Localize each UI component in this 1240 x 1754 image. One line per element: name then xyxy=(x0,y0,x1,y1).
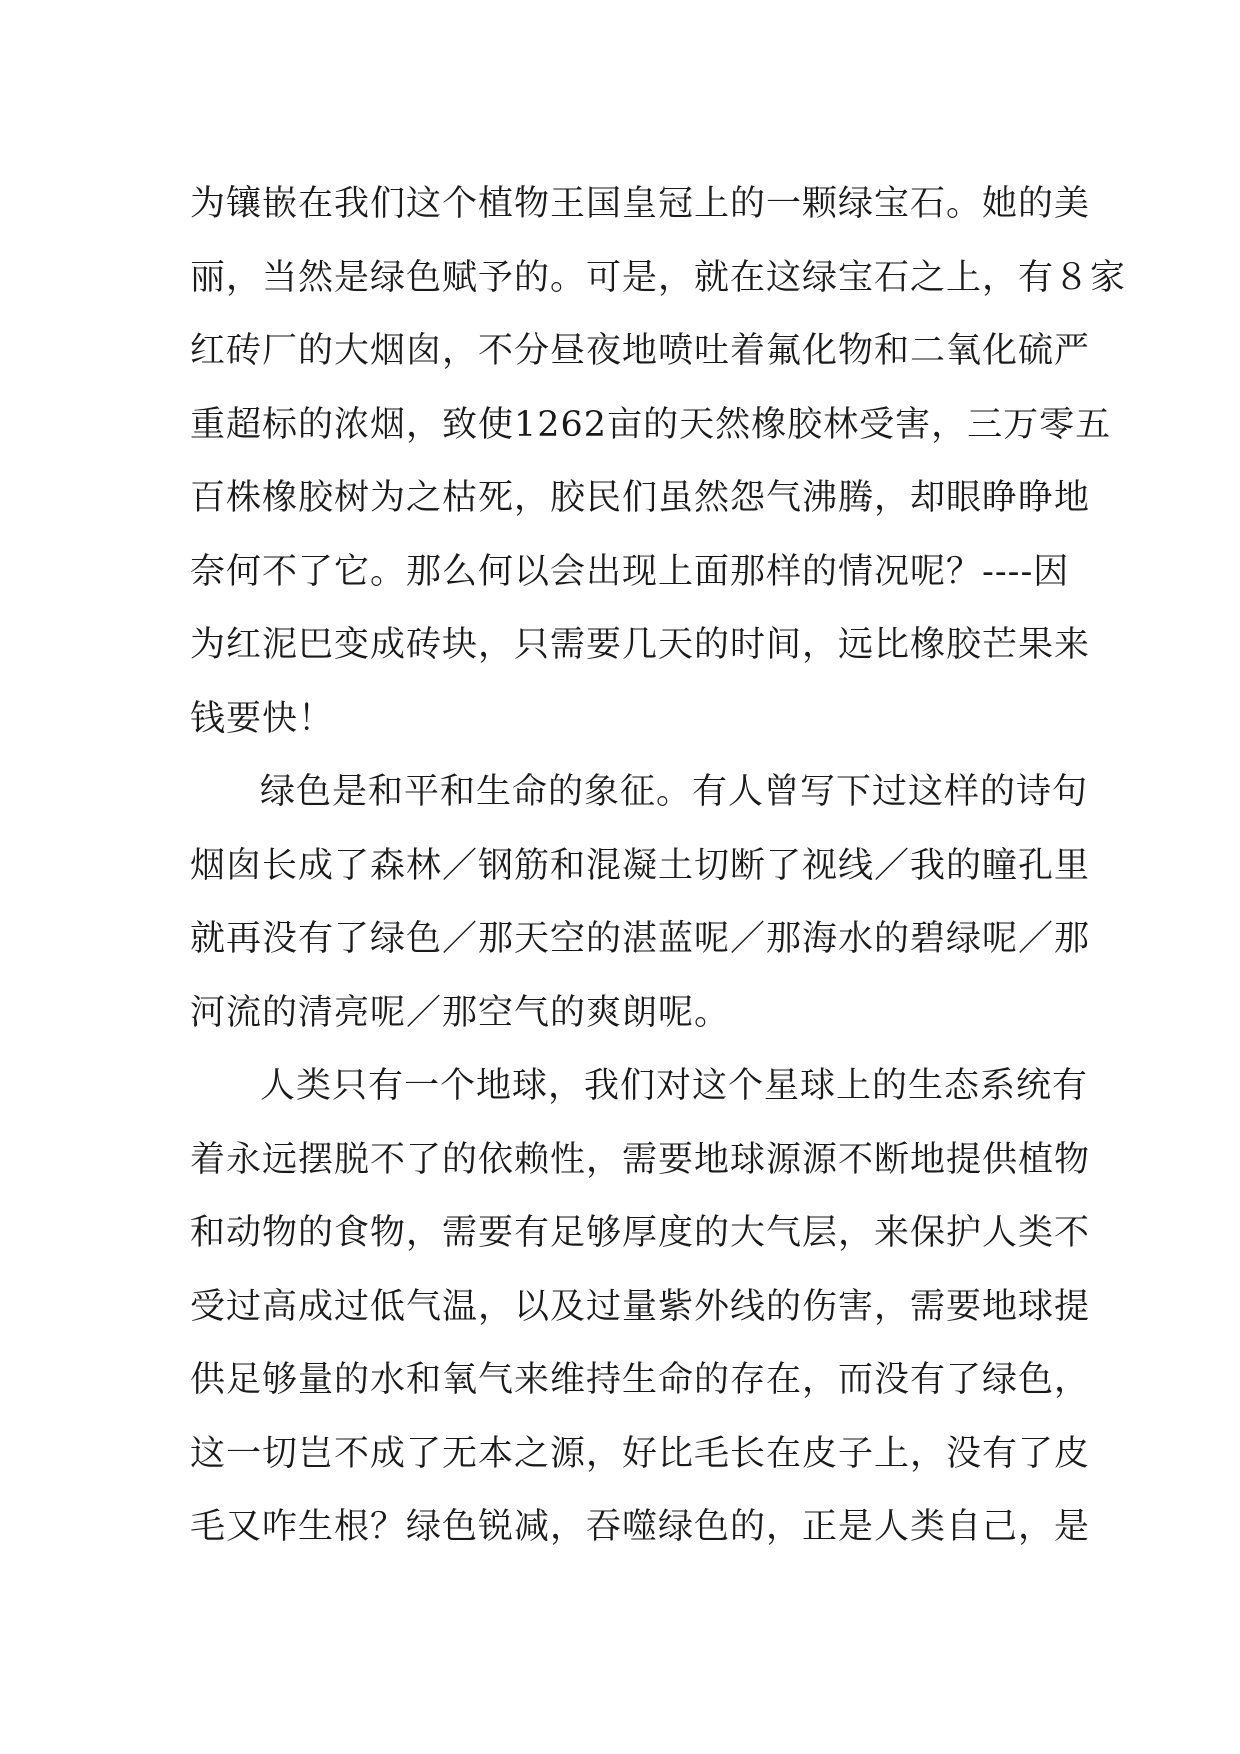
text-line: 绿色是和平和生命的象征。有人曾写下过这样的诗句 xyxy=(260,772,1089,812)
text-line: 红砖厂的大烟囱，不分昼夜地喷吐着氟化物和二氧化硫严 xyxy=(190,331,1091,371)
text-line: 就再没有了绿色／那天空的湛蓝呢／那海水的碧绿呢／那 xyxy=(190,919,1091,959)
text-line: 受过高成过低气温，以及过量紫外线的伤害，需要地球提 xyxy=(190,1286,1091,1327)
paragraph-1 xyxy=(190,168,1127,756)
text-line: 百株橡胶树为之枯死，胶民们虽然怨气沸腾，却眼睁睁地 xyxy=(190,478,1091,518)
text-line: 奈何不了它。那么何以会出现上面那样的情况呢？----因 xyxy=(190,551,1070,592)
text-line: 重超标的浓烟，致使1262亩的天然橡胶林受害，三万零五 xyxy=(190,404,1112,445)
text-line: 烟囱长成了森林／钢筋和混凝土切断了视线／我的瞳孔里 xyxy=(190,845,1091,886)
text-line: 这一切岂不成了无本之源，好比毛长在皮子上，没有了皮 xyxy=(190,1433,1091,1474)
paragraph-2 xyxy=(190,756,1091,1050)
text-line: 着永远摆脱不了的依赖性，需要地球源源不断地提供植物 xyxy=(190,1139,1091,1180)
text-line: 人类只有一个地球，我们对这个星球上的生态系统有 xyxy=(260,1066,1089,1106)
paragraph-3 xyxy=(190,1050,1091,1565)
text-line: 为红泥巴变成砖块，只需要几天的时间，远比橡胶芒果来 xyxy=(190,625,1091,665)
text-line: 丽，当然是绿色赋予的。可是，就在这绿宝石之上，有８家 xyxy=(190,257,1127,298)
text-line: 毛又咋生根？绿色锐减，吞噬绿色的，正是人类自己，是 xyxy=(190,1507,1091,1547)
text-line: 供足够量的水和氧气来维持生命的存在，而没有了绿色， xyxy=(190,1360,1091,1400)
text-line: 河流的清亮呢／那空气的爽朗呢。 xyxy=(190,992,731,1033)
text-line: 和动物的食物，需要有足够厚度的大气层，来保护人类不 xyxy=(190,1213,1091,1253)
text-line: 为镶嵌在我们这个植物王国皇冠上的一颗绿宝石。她的美 xyxy=(190,184,1091,224)
text-line: 钱要快！ xyxy=(190,698,335,739)
body-text xyxy=(190,168,1127,1565)
